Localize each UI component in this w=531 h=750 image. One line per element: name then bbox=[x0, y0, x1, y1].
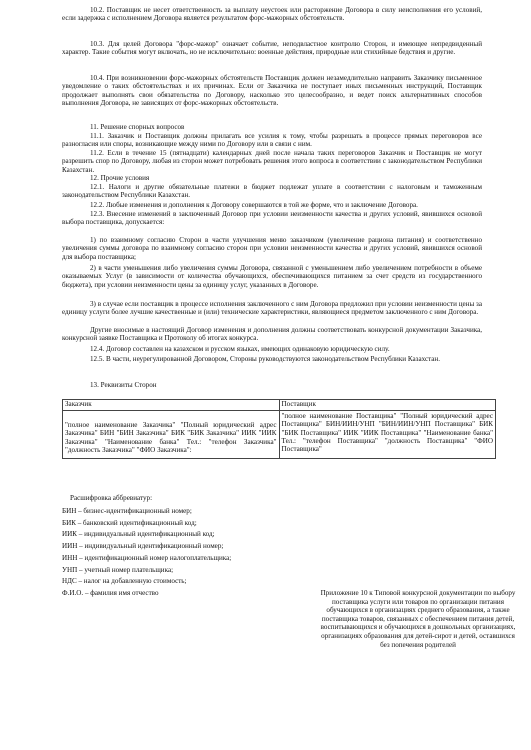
paragraph-12-3-item-3: 3) в случае если поставщик в процессе исполнения заключенного с ним Договора предложил при условии неизменности цены за единицу услуги более лучшие качественные и (или) технические характеристики, являющиеся предметом заключенного с ним Договора. bbox=[62, 300, 482, 317]
abbreviations-title: Расшифровка аббревиатур: bbox=[70, 494, 153, 502]
paragraph-11-2: 11.2. Если в течение 15 (пятнадцати) календарных дней после начала таких переговоров Заказчик и Поставщик не могут разрешить спор по Договору, любая из сторон может потребовать решения этого вопроса в соответствии с законодательством Республики Казахстан. bbox=[62, 149, 482, 174]
abbreviation-item: ИИН – индивидуальный идентификационный номер; bbox=[62, 542, 224, 551]
customer-header: Заказчик bbox=[63, 400, 280, 411]
abbreviation-item: Ф.И.О. – фамилия имя отчество bbox=[62, 588, 159, 597]
paragraph-12-3-item-1: 1) по взаимному согласию Сторон в части улучшения меню заказчиком (увеличение рациона питания) и соответственно увеличения суммы договора по взаимному согласию сторон при условии неизменности качества и других условий, явившихся основой для выбора поставщика; bbox=[62, 236, 482, 261]
appendix-note: Приложение 10 к Типовой конкурсной документации по выбору поставщика услуги или товаров по организации питания обучающихся в организациях среднего образования, а также поставщика товаров, связанных с обеспечением питания детей, воспитывающихся и обучающихся в дошкольных организациях, организациях образования для детей-сирот и детей, оставшихся без попечения родителей bbox=[320, 589, 516, 649]
section-11-heading: 11. Решение спорных вопросов bbox=[90, 123, 185, 131]
paragraph-12-3-other: Другие вносимые в настоящий Договор изменения и дополнения должны соответствовать конкурсной документации Заказчика, конкурсной заявке Поставщика и Протоколу об итогах конкурса. bbox=[62, 326, 482, 343]
paragraph-12-4: 12.4. Договор составлен на казахском и русском языках, имеющих одинаковую юридическую силу. bbox=[90, 345, 390, 353]
abbreviation-item: ИНН – идентификационный номер налогоплательщика; bbox=[62, 553, 232, 562]
abbreviation-item: БИК – банковский идентификационный код; bbox=[62, 518, 197, 527]
supplier-header: Поставщик bbox=[279, 400, 496, 411]
paragraph-12-1: 12.1. Налоги и другие обязательные платежи в бюджет подлежат уплате в соответствии с налоговым и таможенным законодательством Республики Казахстан. bbox=[62, 183, 482, 200]
paragraph-10-3: 10.3. Для целей Договора "форс-мажор" означает событие, неподвластное контролю Сторон, и имеющее непредвиденный характер. Такие события могут включать, но не исключительно: военные действия, природные или стихийные бедствия и другие. bbox=[62, 40, 482, 57]
customer-requisites: "полное наименование Заказчика" "Полный юридический адрес Заказчика" БИН "БИН Заказчика" БИК "БИК Заказчика" ИИК "ИИК Заказчика" "Наименование банка" Тел.: "телефон Заказчика" "должность Заказчика" "ФИО Заказчика": bbox=[63, 411, 280, 459]
paragraph-12-5: 12.5. В части, неурегулированной Договором, Стороны руководствуются законодательством Республики Казахстан. bbox=[90, 355, 441, 363]
paragraph-10-4: 10.4. При возникновении форс-мажорных обстоятельств Поставщик должен незамедлительно направить Заказчику письменное уведомление о таких обстоятельствах и их причинах. Если от Заказчика не поступает иных письменных инструкций, Поставщик продолжает выполнять свои обязательства по Договору, насколько это целесообразно, и ведет поиск альтернативных способов выполнения Договора, не зависящих от форс-мажорных обстоятельств. bbox=[62, 74, 482, 107]
paragraph-12-3-item-2: 2) в части уменьшения либо увеличения суммы Договора, связанной с уменьшением либо увеличением потребности в объеме оказываемых Услуг (в зависимости от количества обучающихся, обеспечивающихся питанием за счет средств из государственного бюджета), при условии неизменности цены за единицу услуг, указанных в Договоре. bbox=[62, 264, 482, 289]
section-13-heading: 13. Реквизиты Сторон bbox=[90, 381, 157, 389]
abbreviation-item: ИИК – индивидуальный идентификационный код; bbox=[62, 530, 215, 539]
paragraph-10-2: 10.2. Поставщик не несет ответственность за выплату неустоек или расторжение Договора в силу неисполнения его условий, если задержка с исполнением Договора является результатом форс-мажорных обстоятельств. bbox=[62, 6, 482, 23]
paragraph-11-1: 11.1. Заказчик и Поставщик должны прилагать все усилия к тому, чтобы разрешать в процессе прямых переговоров все разногласия или споры, возникающие между ними по Договору или в связи с ним. bbox=[62, 132, 482, 149]
abbreviation-item: НДС – налог на добавленную стоимость; bbox=[62, 577, 187, 586]
supplier-requisites: "полное наименование Поставщика" "Полный юридический адрес Поставщика" БИН/ИИН/УНП "БИН/ИИН/УНП Поставщика" БИК "БИК Поставщика" ИИК "ИИК Поставщика" "Наименование банка" Тел.: "телефон Поставщика" "должность Поставщика" "ФИО Поставщика" bbox=[279, 411, 496, 459]
abbreviation-item: УНП – учетный номер плательщика; bbox=[62, 565, 174, 574]
paragraph-12-3: 12.3. Внесение изменений в заключенный Договор при условии неизменности качества и других условий, явившихся основой выбора поставщика, допускается: bbox=[62, 210, 482, 227]
section-12-heading: 12. Прочие условия bbox=[90, 174, 150, 182]
abbreviations-list bbox=[62, 506, 231, 600]
paragraph-12-2: 12.2. Любые изменения и дополнения к Договору совершаются в той же форме, что и заключение Договора. bbox=[90, 201, 418, 209]
abbreviation-item: БИН – бизнес-идентификационный номер; bbox=[62, 507, 192, 515]
requisites-table bbox=[62, 399, 496, 459]
